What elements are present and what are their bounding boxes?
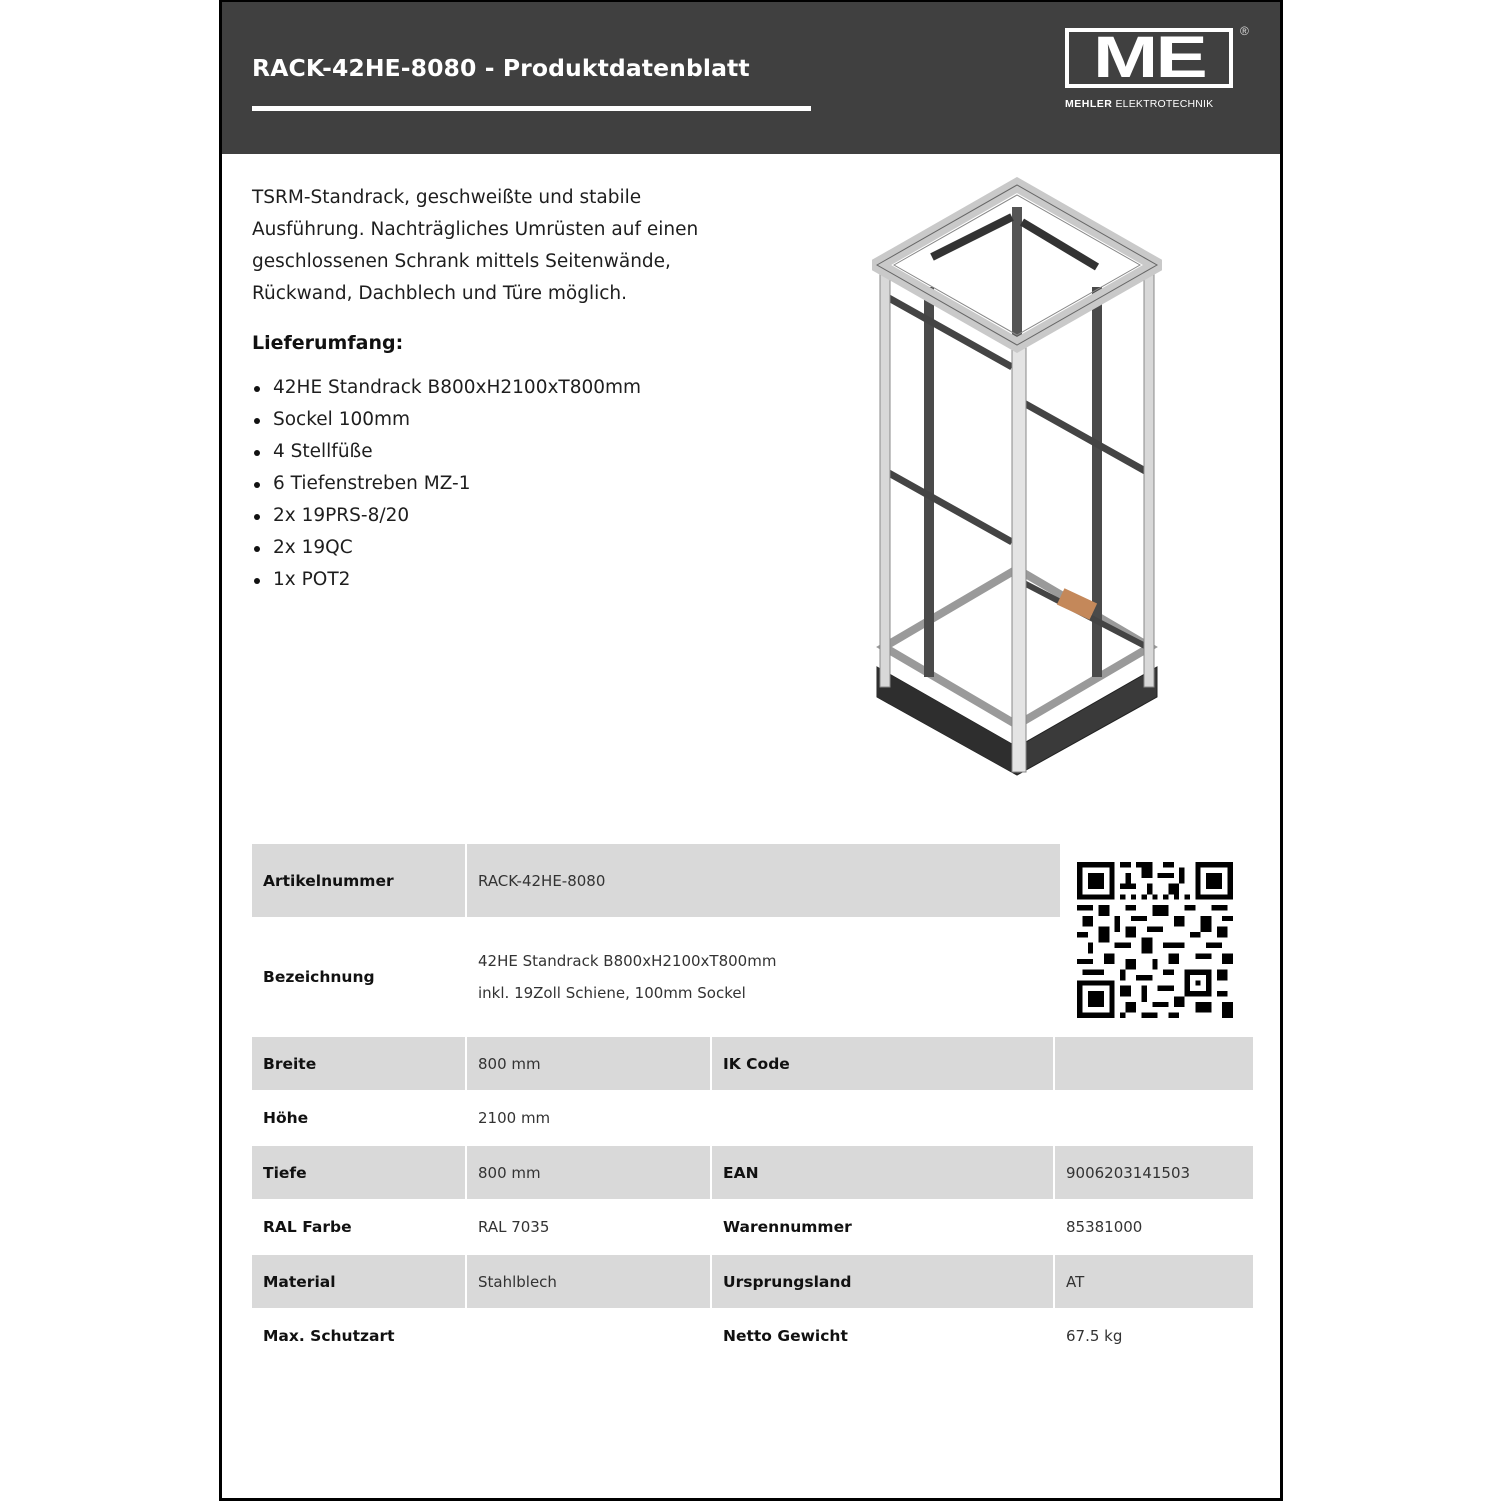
server-rack-frame-image — [872, 177, 1162, 777]
spec-label: Tiefe — [252, 1146, 465, 1199]
table-row-artikelnummer — [252, 844, 1060, 917]
spec-value: 2100 mm — [465, 1090, 710, 1146]
description-line: Ausführung. Nachträgliches Umrüsten auf einen — [252, 219, 699, 240]
product-description — [252, 182, 772, 310]
scope-item: 2x 19PRS-8/20 — [252, 500, 641, 532]
spec-value: RAL 7035 — [465, 1199, 710, 1255]
logo-brand-bold: MEHLER — [1065, 98, 1113, 110]
spec-value — [1053, 1037, 1253, 1090]
logo-mark: ME — [1092, 25, 1206, 90]
label-artikelnummer: Artikelnummer — [252, 844, 465, 917]
spec-label: Material — [252, 1255, 465, 1308]
spec-value: 800 mm — [465, 1146, 710, 1199]
description-line: geschlossenen Schrank mittels Seitenwände, — [252, 251, 671, 272]
table-row — [252, 1037, 1253, 1090]
page-title: RACK-42HE-8080 - Produktdatenblatt — [252, 54, 750, 82]
spec-value: 85381000 — [1053, 1199, 1253, 1255]
label-bezeichnung: Bezeichnung — [263, 968, 375, 986]
spec-value: 800 mm — [465, 1037, 710, 1090]
spec-value: Stahlblech — [465, 1255, 710, 1308]
description-line: TSRM-Standrack, geschweißte und stabile — [252, 187, 642, 208]
scope-item: 42HE Standrack B800xH2100xT800mm — [252, 372, 641, 404]
qr-code-icon — [1077, 862, 1233, 1018]
description-line: Rückwand, Dachblech und Türe möglich. — [252, 283, 628, 304]
spec-label — [710, 1090, 1053, 1146]
spec-value: AT — [1053, 1255, 1253, 1308]
spec-value: 67.5 kg — [1053, 1308, 1253, 1364]
scope-item: 2x 19QC — [252, 532, 641, 564]
scope-item: Sockel 100mm — [252, 404, 641, 436]
header-band — [222, 2, 1280, 154]
spec-value — [1053, 1090, 1253, 1146]
table-row — [252, 1146, 1253, 1199]
table-row — [252, 1308, 1253, 1364]
table-row-bezeichnung — [252, 917, 1060, 1037]
datasheet-page — [219, 0, 1283, 1501]
table-row — [252, 1255, 1253, 1308]
scope-item: 1x POT2 — [252, 564, 641, 596]
spec-label: Höhe — [263, 1109, 309, 1127]
spec-label: Warennummer — [710, 1199, 1053, 1255]
spec-label: Max. Schutzart — [263, 1327, 395, 1345]
bezeichnung-line-1: 42HE Standrack B800xH2100xT800mm — [478, 952, 777, 970]
spec-label: Ursprungsland — [710, 1255, 1053, 1308]
spec-label: RAL Farbe — [263, 1218, 352, 1236]
spec-label: EAN — [710, 1146, 1053, 1199]
scope-item: 4 Stellfüße — [252, 436, 641, 468]
logo-wordmark — [1065, 98, 1213, 110]
title-underline — [252, 106, 811, 111]
scope-heading: Lieferumfang: — [252, 332, 404, 354]
registered-icon: ® — [1240, 24, 1249, 38]
table-row — [252, 1090, 1253, 1146]
scope-item: 6 Tiefenstreben MZ-1 — [252, 468, 641, 500]
spec-label: IK Code — [710, 1037, 1053, 1090]
scope-list — [252, 372, 641, 596]
spec-label: Breite — [252, 1037, 465, 1090]
logo-brand-light: ELEKTROTECHNIK — [1115, 98, 1214, 110]
bezeichnung-line-2: inkl. 19Zoll Schiene, 100mm Sockel — [478, 984, 746, 1002]
spec-value: 9006203141503 — [1053, 1146, 1253, 1199]
mehler-logo — [1065, 24, 1255, 118]
table-row — [252, 1199, 1253, 1255]
value-artikelnummer: RACK-42HE-8080 — [465, 844, 1060, 917]
spec-label: Netto Gewicht — [710, 1308, 1053, 1364]
value-bezeichnung — [465, 917, 1060, 1037]
spec-value — [465, 1308, 710, 1364]
